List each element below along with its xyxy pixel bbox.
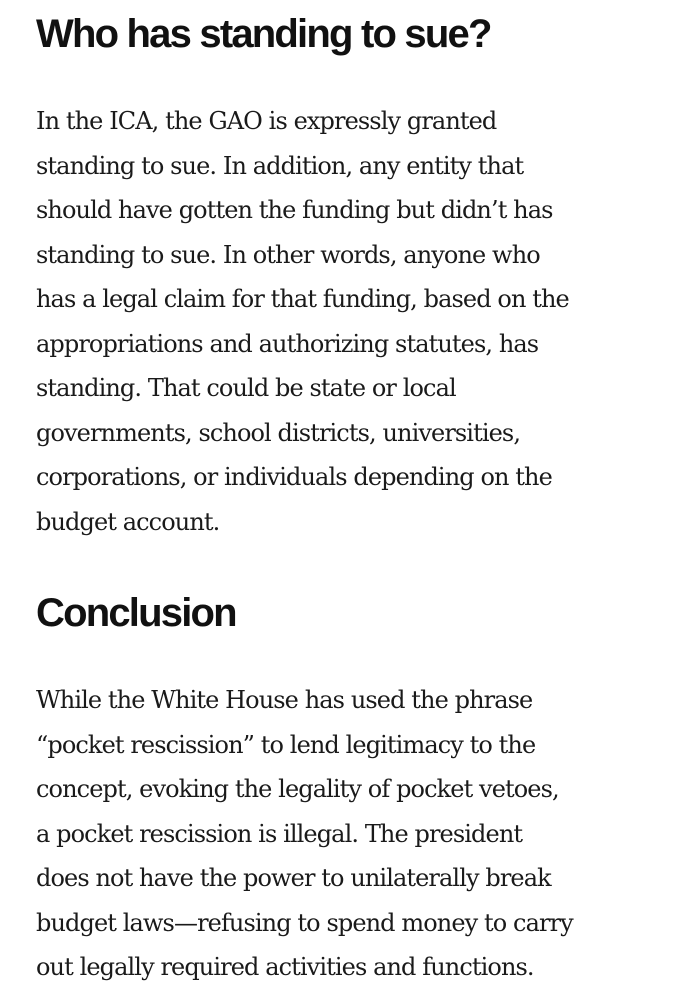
paragraph-line: has a legal claim for that funding, based on the [36, 285, 569, 313]
paragraph-line: In the ICA, the GAO is expressly granted [36, 107, 497, 135]
paragraph-line: appropriations and authorizing statutes, has [36, 329, 539, 358]
paragraph-line: standing. That could be state or local [36, 374, 456, 402]
paragraph-line: does not have the power to unilaterally break [36, 864, 551, 892]
section-paragraph-standing [36, 99, 569, 544]
paragraph-line: should have gotten the funding but didn’t has [36, 196, 553, 224]
paragraph-line: “pocket rescission” to lend legitimacy to the [36, 730, 536, 759]
paragraph-line: budget laws—refusing to spend money to carry [36, 908, 573, 937]
paragraph-line: out legally required activities and functions. [36, 953, 534, 981]
paragraph-line: a pocket rescission is illegal. The president [36, 819, 523, 848]
section-heading-conclusion: Conclusion [36, 591, 236, 635]
section-paragraph-conclusion [36, 678, 573, 990]
paragraph-line: corporations, or individuals depending on the [36, 463, 552, 491]
paragraph-line: standing to sue. In addition, any entity that [36, 151, 524, 180]
paragraph-line: standing to sue. In other words, anyone who [36, 240, 540, 269]
paragraph-line: governments, school districts, universities, [36, 418, 521, 447]
paragraph-line: budget account. [36, 507, 220, 536]
paragraph-line: While the White House has used the phrase [36, 686, 533, 714]
paragraph-line: concept, evoking the legality of pocket vetoes, [36, 775, 559, 803]
section-heading-standing: Who has standing to sue? [36, 12, 491, 56]
